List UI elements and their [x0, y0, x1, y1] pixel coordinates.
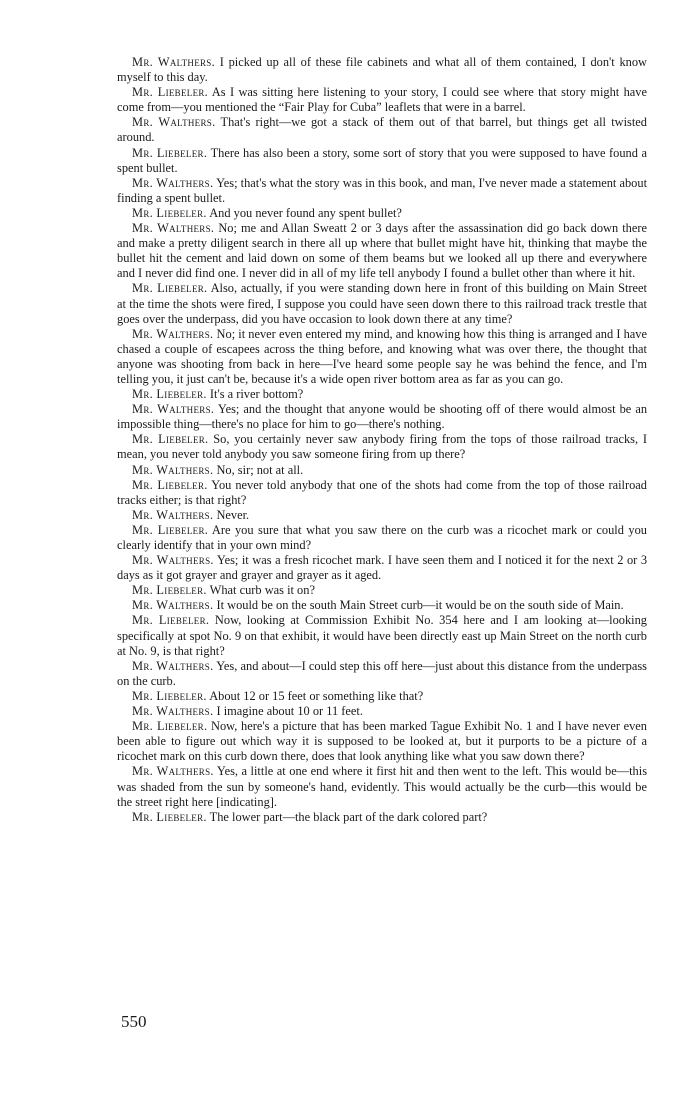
speaker-name: Mr. Liebeler. — [132, 387, 207, 402]
speech-text: It's a river bottom? — [209, 387, 304, 402]
testimony-paragraph — [117, 613, 647, 658]
page-number: 550 — [121, 1012, 147, 1031]
speech-text: No, sir; not at all. — [216, 462, 304, 477]
speech-text: As I was sitting here listening to your story, I could see where that story might have come from—you mentioned the “Fair Play for Cuba” leaflets that were in a barrel. — [117, 85, 648, 115]
speaker-name: Mr. Liebeler. — [132, 145, 208, 160]
testimony-paragraph — [117, 719, 647, 764]
speaker-name: Mr. Walthers. — [132, 704, 214, 719]
testimony-paragraph — [117, 402, 647, 432]
testimony-paragraph — [117, 598, 647, 613]
testimony-paragraph — [117, 387, 647, 402]
testimony-paragraph — [117, 764, 647, 809]
speaker-name: Mr. Liebeler. — [132, 583, 207, 598]
speech-text: The lower part—the black part of the dark colored part? — [209, 809, 488, 824]
speaker-name: Mr. Liebeler. — [132, 432, 209, 447]
testimony-paragraph — [117, 55, 647, 85]
speaker-name: Mr. Liebeler. — [132, 719, 208, 734]
speaker-name: Mr. Walthers. — [132, 658, 214, 673]
testimony-paragraph — [117, 523, 647, 553]
speech-text: Yes; it was a fresh ricochet mark. I have seen them and I noticed it for the next 2 or 3 days as it got grayer and grayer and grayer as it aged. — [117, 553, 648, 583]
testimony-paragraph — [117, 463, 647, 478]
speech-text: I picked up all of these file cabinets and what all of them contained, I don't know myself to this day. — [117, 55, 647, 85]
speech-text: Now, looking at Commission Exhibit No. 354 here and I am looking at—looking specifically at spot No. 9 on that exhibit, it would have been directly east up Main Street on the north curb at No. 9, is that right? — [117, 613, 647, 658]
testimony-paragraph — [117, 810, 647, 825]
speaker-name: Mr. Walthers. — [132, 402, 215, 417]
speaker-name: Mr. Liebeler. — [132, 809, 207, 824]
speaker-name: Mr. Walthers. — [132, 507, 214, 522]
speech-text: That's right—we got a stack of them out of that barrel, but things get all twisted around. — [117, 115, 648, 145]
speaker-name: Mr. Liebeler. — [132, 205, 207, 220]
testimony-paragraph — [117, 689, 647, 704]
speaker-name: Mr. Walthers. — [132, 175, 214, 190]
testimony-paragraph — [117, 327, 647, 387]
testimony-paragraph — [117, 508, 647, 523]
speaker-name: Mr. Liebeler. — [132, 688, 207, 703]
speech-text: Never. — [216, 507, 250, 522]
testimony-paragraph — [117, 583, 647, 598]
speech-text: About 12 or 15 feet or something like that? — [209, 688, 424, 703]
speech-text: So, you certainly never saw anybody firing from the tops of those railroad tracks, I mean, you never told anybody you saw someone firing from up there? — [117, 432, 648, 462]
testimony-paragraph — [117, 146, 647, 176]
testimony-paragraph — [117, 221, 647, 281]
speaker-name: Mr. Liebeler. — [132, 281, 208, 296]
speech-text: Now, here's a picture that has been marked Tague Exhibit No. 1 and I have never even been able to figure out which way it is supposed to be looked at, but it purports to be a picture of a ricochet mark on this curb down there, does that look anything like what you saw down there? — [117, 719, 647, 764]
testimony-paragraph — [117, 115, 647, 145]
speaker-name: Mr. Walthers. — [132, 326, 214, 341]
testimony-paragraph — [117, 432, 647, 462]
speech-text: Yes, a little at one end where it first hit and then went to the left. This would be—this was shaded from the sun by someone's hand, evidently. This would actually be the curb—this would be the street right here [indicating]. — [117, 764, 648, 809]
testimony-transcript — [117, 55, 647, 825]
speech-text: There has also been a story, some sort of story that you were supposed to have found a spent bullet. — [117, 145, 647, 175]
testimony-paragraph — [117, 704, 647, 719]
speech-text: It would be on the south Main Street curb—it would be on the south side of Main. — [216, 598, 624, 613]
testimony-paragraph — [117, 659, 647, 689]
speaker-name: Mr. Liebeler. — [132, 613, 210, 628]
testimony-paragraph — [117, 176, 647, 206]
speech-text: What curb was it on? — [209, 583, 315, 598]
speaker-name: Mr. Walthers. — [132, 221, 215, 236]
testimony-paragraph — [117, 478, 647, 508]
speaker-name: Mr. Liebeler. — [132, 522, 209, 537]
speech-text: Yes, and about—I could step this off here—just about this distance from the underpass on the curb. — [117, 658, 647, 688]
speech-text: Are you sure that what you saw there on the curb was a ricochet mark or could you clearly identify that in your own mind? — [117, 522, 647, 552]
speech-text: Also, actually, if you were standing down here in front of this building on Main Street at the time the shots were fired, I suppose you could have seen down there to this railroad track trestle that goes over the underpass, did you have occasion to look down there at any time? — [117, 281, 647, 326]
speech-text: No; it never even entered my mind, and knowing how this thing is arranged and I have chased a couple of escapees across the thing before, and knowing what was over there, the thought that anyone was shooting from back in here—I've heard some people say he was behind the fence, and I'm telling you, it just can't be, because it's a wide open river bottom area as far as you can go. — [117, 326, 647, 386]
testimony-paragraph — [117, 85, 647, 115]
speaker-name: Mr. Liebeler. — [132, 85, 209, 100]
speaker-name: Mr. Walthers. — [132, 764, 214, 779]
testimony-paragraph — [117, 206, 647, 221]
speech-text: You never told anybody that one of the shots had come from the top of those railroad tracks either; is that right? — [117, 477, 648, 507]
speaker-name: Mr. Walthers. — [132, 462, 214, 477]
speech-text: I imagine about 10 or 11 feet. — [216, 704, 363, 719]
speaker-name: Mr. Liebeler. — [132, 477, 208, 492]
testimony-paragraph — [117, 553, 647, 583]
testimony-paragraph — [117, 281, 647, 326]
speaker-name: Mr. Walthers. — [132, 598, 214, 613]
speaker-name: Mr. Walthers. — [132, 55, 215, 69]
speaker-name: Mr. Walthers. — [132, 115, 216, 130]
speech-text: Yes; and the thought that anyone would be shooting off of there would almost be an impossible thing—there's no place for him to go—there's nothing. — [117, 402, 648, 432]
speaker-name: Mr. Walthers. — [132, 553, 214, 568]
speech-text: And you never found any spent bullet? — [209, 205, 402, 220]
speech-text: Yes; that's what the story was in this book, and man, I've never made a statement about finding a spent bullet. — [117, 175, 648, 205]
speech-text: No; me and Allan Sweatt 2 or 3 days after the assassination did go back down there and make a pretty diligent search in there all up where that bullet might have hit, thinking that maybe the bullet hit the cement and laid down on some of them beams but we looked all up there and everywhere and I never did find one. I never did in all of my life tell anybody I found a bullet other than where it hit. — [117, 221, 647, 281]
